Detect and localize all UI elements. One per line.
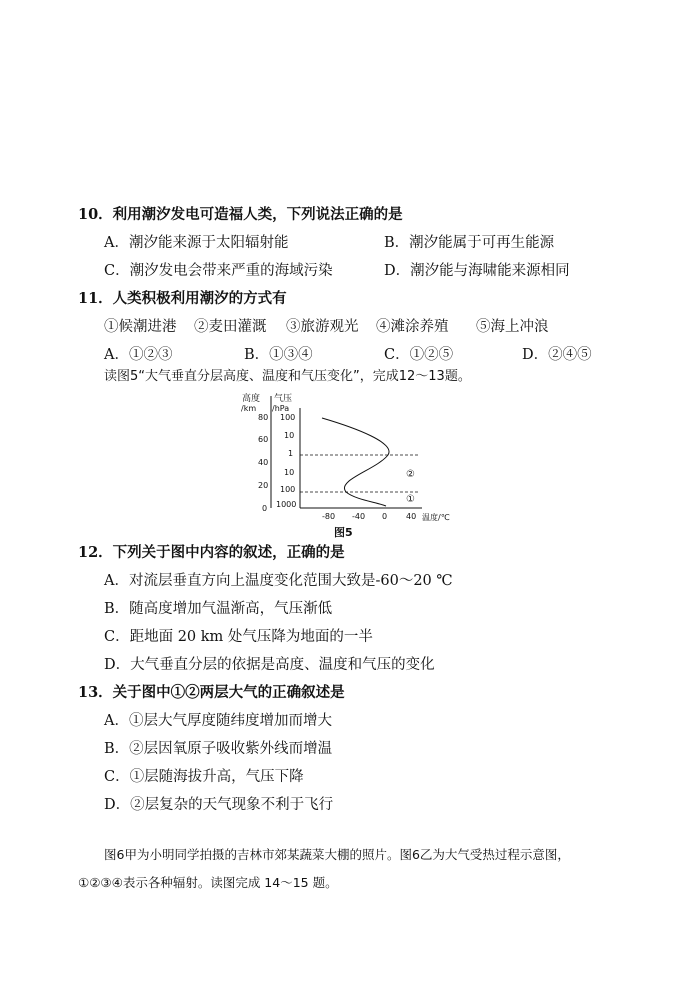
pressure-tick: 10	[284, 468, 295, 477]
height-tick: 60	[258, 435, 269, 444]
q12-option-d: D．大气垂直分层的依据是高度、温度和气压的变化	[104, 657, 435, 673]
q11-item-4: ④滩涂养殖	[376, 319, 449, 335]
temperature-tick: -40	[352, 512, 366, 521]
question-12-stem: 12．下列关于图中内容的叙述，正确的是	[78, 544, 345, 561]
q11-option-a: A．①②③	[104, 347, 173, 363]
pressure-tick: 100	[280, 413, 296, 422]
temperature-tick: 0	[382, 512, 388, 521]
q13-option-d: D．②层复杂的天气现象不利于飞行	[104, 797, 334, 813]
q13-option-a: A．①层大气厚度随纬度增加而增大	[104, 713, 332, 729]
q11-item-1: ①候潮进港	[104, 319, 177, 335]
figure-5-atmosphere-diagram	[236, 388, 462, 540]
q11-item-5: ⑤海上冲浪	[476, 319, 549, 335]
figure-6-intro-line-2: ①②③④表示各种辐射。读图完成 14～15 题。	[78, 875, 338, 890]
q11-item-2: ②麦田灌溉	[194, 319, 267, 335]
question-10-stem: 10．利用潮汐发电可造福人类，下列说法正确的是	[78, 206, 403, 223]
height-tick: 40	[258, 458, 269, 467]
q11-item-3: ③旅游观光	[286, 319, 359, 335]
q10-option-c: C．潮汐发电会带来严重的海域污染	[104, 263, 333, 279]
pressure-tick: 1	[288, 449, 294, 458]
pressure-tick: 100	[280, 485, 296, 494]
figure-6-intro-line-1: 图6甲为小明同学拍摄的吉林市郊某蔬菜大棚的照片。图6乙为大气受热过程示意图，	[104, 847, 570, 862]
height-tick: 20	[258, 481, 269, 490]
height-tick: 0	[262, 504, 268, 513]
q11-option-d: D．②④⑤	[522, 347, 592, 363]
q12-option-b: B．随高度增加气温渐高，气压渐低	[104, 601, 333, 617]
layer-1-label: ①	[406, 494, 415, 505]
pressure-tick: 1000	[276, 500, 297, 509]
q13-option-b: B．②层因氧原子吸收紫外线而增温	[104, 741, 333, 757]
temperature-profile-curve	[322, 418, 389, 506]
temperature-axis-label: 温度/℃	[422, 513, 450, 522]
question-11-stem: 11．人类积极利用潮汐的方式有	[78, 290, 287, 307]
height-tick: 80	[258, 413, 269, 422]
q12-option-c: C．距地面 20 km 处气压降为地面的一半	[104, 629, 373, 645]
pressure-tick: 10	[284, 431, 295, 440]
figure-5-intro: 读图5“大气垂直分层高度、温度和气压变化”，完成12～13题。	[104, 369, 471, 384]
q13-option-c: C．①层随海拔升高，气压下降	[104, 769, 304, 785]
height-axis-label: 高度	[242, 394, 261, 404]
q11-option-b: B．①③④	[244, 347, 313, 363]
temperature-tick: 40	[406, 512, 417, 521]
pressure-axis-label: 气压	[274, 394, 293, 404]
q11-option-c: C．①②⑤	[384, 347, 454, 363]
temperature-tick: -80	[322, 512, 336, 521]
question-13-stem: 13．关于图中①②两层大气的正确叙述是	[78, 684, 345, 701]
q10-option-d: D．潮汐能与海啸能来源相同	[384, 263, 570, 279]
height-axis-unit: /km	[241, 404, 257, 413]
pressure-axis-unit: /hPa	[272, 404, 290, 413]
q10-option-a: A．潮汐能来源于太阳辐射能	[104, 235, 289, 251]
layer-2-label: ②	[406, 469, 415, 480]
q12-option-a: A．对流层垂直方向上温度变化范围大致是-60～20 ℃	[104, 573, 453, 589]
figure-5-caption: 图5	[334, 526, 353, 539]
q10-option-b: B．潮汐能属于可再生能源	[384, 235, 555, 251]
